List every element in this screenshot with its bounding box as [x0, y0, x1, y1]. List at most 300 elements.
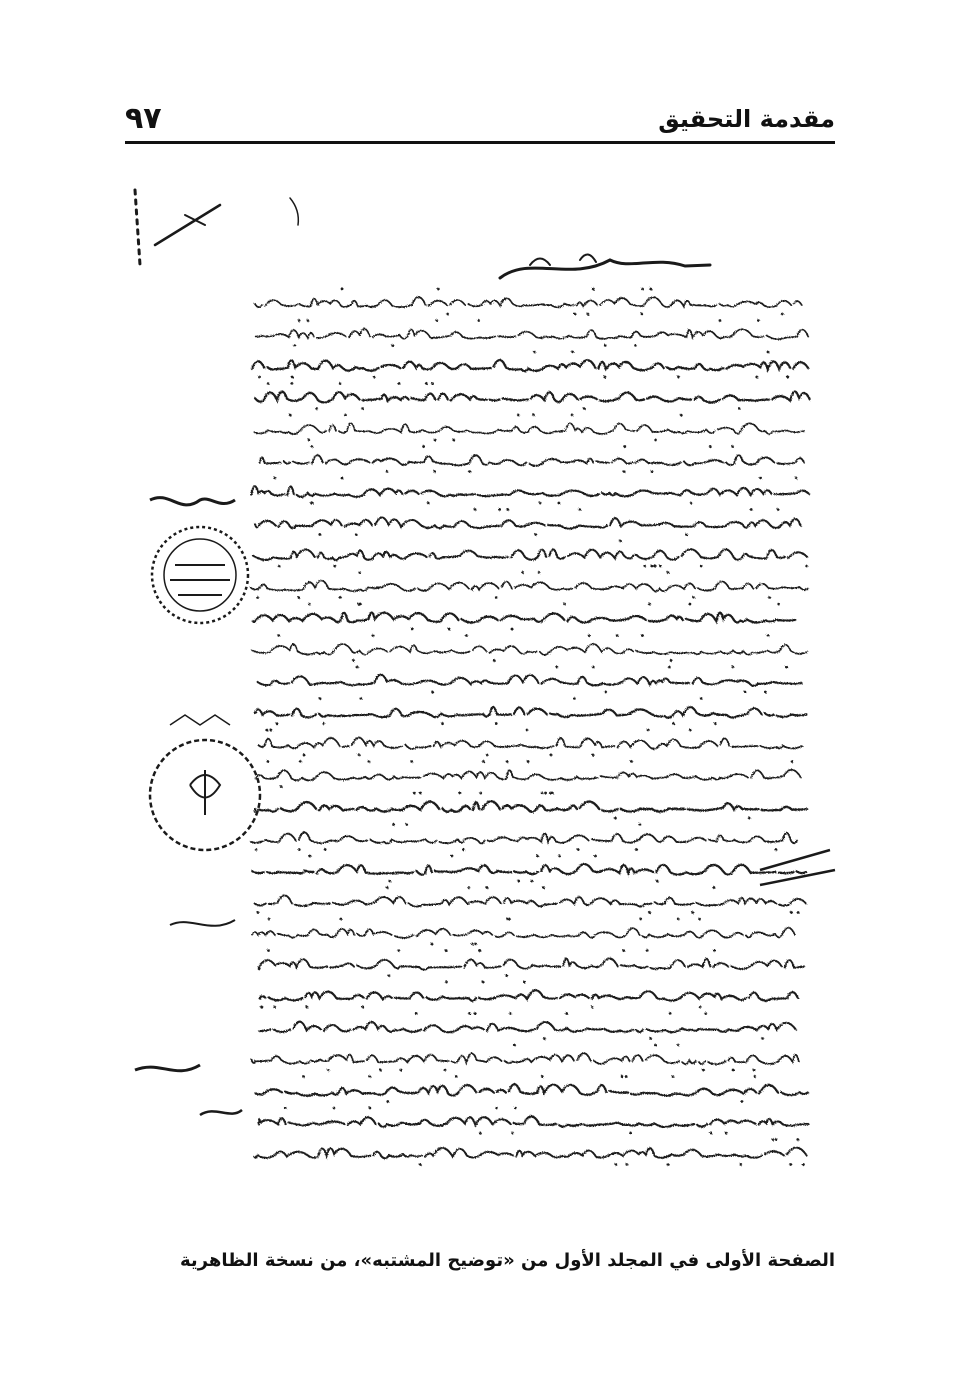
manuscript-dot: [310, 502, 313, 505]
manuscript-dot: [448, 628, 451, 631]
manuscript-dot: [318, 533, 321, 536]
manuscript-dot: [431, 943, 434, 946]
manuscript-dot: [790, 911, 793, 914]
manuscript-dot: [677, 918, 680, 921]
manuscript-dot: [358, 754, 361, 757]
manuscript-dot: [360, 697, 363, 700]
manuscript-dot: [785, 666, 788, 669]
manuscript-dot: [573, 697, 576, 700]
manuscript-dot: [578, 508, 581, 511]
manuscript-dot: [289, 414, 292, 417]
manuscript-dot: [571, 351, 574, 354]
manuscript-dot: [640, 313, 643, 316]
manuscript-dot: [699, 1006, 702, 1009]
manuscript-dot: [649, 288, 652, 291]
manuscript-dot: [713, 886, 716, 889]
manuscript-dot: [517, 880, 520, 883]
manuscript-dot: [748, 817, 751, 820]
manuscript-dot: [767, 351, 770, 354]
manuscript-dot: [651, 565, 654, 568]
manuscript-dot: [604, 344, 607, 347]
manuscript-dot: [646, 949, 649, 952]
manuscript-dot: [805, 565, 808, 568]
manuscript-dot: [511, 628, 514, 631]
manuscript-dot: [452, 439, 455, 442]
manuscript-dot: [413, 792, 416, 795]
manuscript-dot: [482, 981, 485, 984]
manuscript-dot: [303, 754, 306, 757]
manuscript-dot: [541, 792, 544, 795]
manuscript-dot: [542, 886, 545, 889]
manuscript-dot: [269, 729, 272, 732]
manuscript-dot: [626, 1163, 629, 1166]
manuscript-dot: [777, 603, 780, 606]
manuscript-dot: [702, 1069, 705, 1072]
manuscript-dot: [630, 760, 633, 763]
manuscript-line: [255, 801, 807, 812]
manuscript-dot: [577, 848, 580, 851]
manuscript-dot: [533, 351, 536, 354]
manuscript-dot: [635, 848, 638, 851]
manuscript-dot: [624, 445, 627, 448]
manuscript-dot: [388, 880, 391, 883]
manuscript-dot: [477, 319, 480, 322]
page-number: ٩٧: [125, 101, 162, 136]
manuscript-dot: [356, 666, 359, 669]
manuscript-dot: [358, 571, 361, 574]
manuscript-dot: [284, 1107, 287, 1110]
manuscript-dot: [357, 603, 360, 606]
manuscript-dot: [369, 1107, 372, 1110]
manuscript-dot: [654, 565, 657, 568]
manuscript-dot: [446, 313, 449, 316]
manuscript-line: [248, 580, 808, 591]
manuscript-dot: [710, 1132, 713, 1135]
manuscript-dot: [344, 414, 347, 417]
header-rule: [125, 141, 835, 144]
manuscript-dot: [731, 445, 734, 448]
page-header: [125, 98, 835, 134]
manuscript-dot: [386, 886, 389, 889]
manuscript-dot: [625, 1075, 628, 1078]
manuscript-dot: [551, 792, 554, 795]
manuscript-dot: [629, 1132, 632, 1135]
manuscript-dot: [583, 407, 586, 410]
manuscript-dot: [700, 565, 703, 568]
manuscript-dot: [615, 1163, 618, 1166]
manuscript-dot: [592, 666, 595, 669]
manuscript-scan: [110, 170, 850, 1180]
manuscript-line: [260, 455, 804, 466]
manuscript-dot: [786, 376, 789, 379]
manuscript-dot: [258, 376, 261, 379]
manuscript-dot: [339, 596, 342, 599]
manuscript-line: [251, 832, 798, 843]
manuscript-dot: [267, 382, 270, 385]
manuscript-dot: [398, 382, 401, 385]
manuscript-dot: [648, 603, 651, 606]
manuscript-dot: [725, 1132, 728, 1135]
manuscript-dot: [651, 470, 654, 473]
manuscript-dot: [513, 1044, 516, 1047]
manuscript-dot: [689, 729, 692, 732]
manuscript-line: [259, 1116, 808, 1127]
manuscript-dot: [324, 848, 327, 851]
manuscript-dot: [539, 502, 542, 505]
manuscript-dot: [565, 1012, 568, 1015]
manuscript-dot: [641, 634, 644, 637]
manuscript-dot: [709, 445, 712, 448]
manuscript-dot: [479, 1132, 482, 1135]
manuscript-dot: [355, 533, 358, 536]
manuscript-dot: [455, 1075, 458, 1078]
manuscript-dot: [445, 949, 448, 952]
manuscript-dot: [309, 855, 312, 858]
manuscript-dot: [267, 949, 270, 952]
manuscript-dot: [704, 1012, 707, 1015]
manuscript-dot: [619, 540, 622, 543]
manuscript-line: [255, 707, 807, 718]
manuscript-dot: [698, 918, 701, 921]
manuscript-dot: [266, 760, 269, 763]
manuscript-dot: [558, 855, 561, 858]
manuscript-dot: [667, 571, 670, 574]
manuscript-dot: [273, 1006, 276, 1009]
manuscript-dot: [667, 1163, 670, 1166]
manuscript-line: [251, 486, 809, 497]
manuscript-dot: [386, 1100, 389, 1103]
manuscript-dot: [434, 439, 437, 442]
manuscript-dot: [654, 439, 657, 442]
manuscript-dot: [634, 344, 637, 347]
manuscript-dot: [431, 382, 434, 385]
manuscript-dot: [315, 407, 318, 410]
manuscript-dot: [388, 974, 391, 977]
manuscript-dot: [523, 981, 526, 984]
manuscript-dot: [495, 1107, 498, 1110]
manuscript-dot: [669, 1012, 672, 1015]
manuscript-dot: [465, 634, 468, 637]
manuscript-dot: [647, 729, 650, 732]
manuscript-dot: [672, 722, 675, 725]
manuscript-line: [256, 958, 805, 969]
manuscript-dot: [534, 533, 537, 536]
manuscript-dot: [307, 319, 310, 322]
manuscript-dot: [592, 288, 595, 291]
manuscript-dot: [302, 1075, 305, 1078]
manuscript-dot: [368, 1075, 371, 1078]
manuscript-dot: [361, 1006, 364, 1009]
manuscript-dot: [379, 1069, 382, 1072]
manuscript-dot: [498, 508, 501, 511]
manuscript-dot: [322, 722, 325, 725]
manuscript-dot: [691, 911, 694, 914]
manuscript-dot: [592, 754, 595, 757]
manuscript-dot: [759, 477, 762, 480]
manuscript-dot: [639, 918, 642, 921]
manuscript-dot: [433, 470, 436, 473]
manuscript-dot: [277, 634, 280, 637]
manuscript-dot: [514, 1107, 517, 1110]
manuscript-dot: [587, 313, 590, 316]
manuscript-dot: [397, 949, 400, 952]
manuscript-dot: [543, 1037, 546, 1040]
manuscript-dot: [789, 1163, 792, 1166]
manuscript-dot: [670, 659, 673, 662]
manuscript-dot: [391, 344, 394, 347]
manuscript-dot: [761, 1037, 764, 1040]
manuscript-dot: [339, 382, 342, 385]
manuscript-dot: [427, 502, 430, 505]
manuscript-dot: [333, 565, 336, 568]
manuscript-dot: [368, 760, 371, 763]
manuscript-dot: [431, 691, 434, 694]
manuscript-dot: [781, 313, 784, 316]
manuscript-dot: [260, 1006, 263, 1009]
manuscript-dot: [275, 722, 278, 725]
manuscript-dot: [274, 477, 277, 480]
manuscript-dot: [767, 634, 770, 637]
manuscript-dot: [508, 918, 511, 921]
manuscript-dot: [750, 508, 753, 511]
manuscript-dot: [468, 1012, 471, 1015]
manuscript-dot: [327, 1069, 330, 1072]
manuscript-dot: [591, 1006, 594, 1009]
manuscript-dot: [656, 880, 659, 883]
manuscript-dot: [641, 288, 644, 291]
manuscript-dot: [772, 1138, 775, 1141]
manuscript-dot: [700, 697, 703, 700]
manuscript-dot: [319, 697, 322, 700]
manuscript-dot: [511, 1132, 514, 1135]
manuscript-line: [252, 644, 807, 655]
manuscript-line: [252, 1053, 799, 1064]
manuscript-line: [252, 770, 801, 781]
manuscript-dot: [757, 319, 760, 322]
manuscript-dot: [478, 949, 481, 952]
manuscript-dot: [437, 288, 440, 291]
manuscript-dot: [422, 445, 425, 448]
manuscript-dot: [755, 376, 758, 379]
manuscript-dot: [506, 760, 509, 763]
manuscript-dot: [753, 1069, 756, 1072]
manuscript-line: [255, 517, 801, 528]
manuscript-dot: [255, 848, 258, 851]
manuscript-dot: [509, 1012, 512, 1015]
manuscript-dot: [538, 571, 541, 574]
manuscript-dot: [530, 880, 533, 883]
manuscript-dot: [649, 1037, 652, 1040]
manuscript-dot: [486, 754, 489, 757]
manuscript-dot: [659, 565, 662, 568]
manuscript-dot: [526, 729, 529, 732]
manuscript-line: [252, 864, 806, 875]
manuscript-dot: [392, 823, 395, 826]
manuscript-dot: [400, 1069, 403, 1072]
manuscript-dot: [532, 414, 535, 417]
manuscript-dot: [305, 1006, 308, 1009]
manuscript-dot: [467, 886, 470, 889]
manuscript-dot: [639, 823, 642, 826]
manuscript-dot: [741, 1100, 744, 1103]
manuscript-dot: [744, 691, 747, 694]
manuscript-dot: [410, 760, 413, 763]
manuscript-dot: [444, 1069, 447, 1072]
manuscript-dot: [719, 319, 722, 322]
manuscript-dot: [474, 943, 477, 946]
manuscript-dot: [558, 502, 561, 505]
manuscript-dot: [386, 470, 389, 473]
manuscript-line: [253, 1084, 808, 1095]
manuscript-dot: [536, 855, 539, 858]
manuscript-dot: [796, 1138, 799, 1141]
manuscript-dot: [266, 729, 269, 732]
manuscript-dot: [415, 1012, 418, 1015]
manuscript-line: [255, 895, 806, 906]
manuscript-dot: [621, 1075, 624, 1078]
manuscript-dot: [521, 571, 524, 574]
manuscript-line: [258, 675, 802, 686]
manuscript-dot: [563, 603, 566, 606]
manuscript-dot: [616, 634, 619, 637]
manuscript-dot: [517, 414, 520, 417]
manuscript-dot: [556, 666, 559, 669]
manuscript-line: [259, 1022, 795, 1033]
manuscript-dot: [474, 508, 477, 511]
manuscript-dot: [297, 596, 300, 599]
manuscript-dot: [654, 1044, 657, 1047]
manuscript-dot: [614, 817, 617, 820]
running-title: مقدمة التحقيق: [658, 105, 835, 133]
manuscript-dot: [690, 502, 693, 505]
manuscript-dot: [795, 477, 798, 480]
manuscript-dot: [802, 1163, 805, 1166]
manuscript-dot: [257, 911, 260, 914]
manuscript-dot: [731, 666, 734, 669]
manuscript-dot: [291, 376, 294, 379]
manuscript-dot: [310, 445, 313, 448]
manuscript-dot: [474, 1012, 477, 1015]
manuscript-dot: [643, 565, 646, 568]
manuscript-dot: [268, 918, 271, 921]
manuscript-dot: [685, 533, 688, 536]
manuscript-dot: [588, 634, 591, 637]
manuscript-dot: [307, 439, 310, 442]
manuscript-dot: [293, 344, 296, 347]
manuscript-line: [255, 738, 802, 749]
manuscript-dot: [333, 1107, 336, 1110]
manuscript-dot: [791, 760, 794, 763]
manuscript-dot: [505, 974, 508, 977]
manuscript-dot: [544, 792, 547, 795]
manuscript-dot: [777, 508, 780, 511]
manuscript-dot: [495, 722, 498, 725]
manuscript-dot: [298, 848, 301, 851]
manuscript-line: [255, 1148, 807, 1159]
manuscript-dot: [550, 754, 553, 757]
manuscript-dot: [493, 659, 496, 662]
manuscript-dot: [571, 414, 574, 417]
manuscript-dot: [451, 855, 454, 858]
manuscript-handwriting: [248, 288, 810, 1166]
manuscript-dot: [594, 855, 597, 858]
manuscript-dot: [714, 722, 717, 725]
manuscript-dot: [425, 382, 428, 385]
manuscript-dot: [622, 949, 625, 952]
manuscript-line: [256, 329, 808, 339]
manuscript-dot: [680, 414, 683, 417]
manuscript-dot: [299, 760, 302, 763]
manuscript-line: [255, 392, 810, 403]
manuscript-dot: [361, 407, 364, 410]
manuscript-line: [249, 360, 808, 371]
manuscript-dot: [677, 1044, 680, 1047]
manuscript-dot: [372, 634, 375, 637]
manuscript-line: [253, 549, 807, 560]
manuscript-dot: [604, 691, 607, 694]
manuscript-dot: [298, 319, 301, 322]
manuscript-dot: [668, 666, 671, 669]
manuscript-dot: [623, 470, 626, 473]
manuscript-dot: [672, 1075, 675, 1078]
manuscript-dot: [445, 981, 448, 984]
manuscript-dot: [764, 691, 767, 694]
manuscript-dot: [441, 722, 444, 725]
manuscript-dot: [419, 792, 422, 795]
manuscript-dot: [689, 603, 692, 606]
manuscript-dot: [341, 288, 344, 291]
manuscript-dot: [648, 911, 651, 914]
manuscript-dot: [435, 319, 438, 322]
manuscript-dot: [774, 848, 777, 851]
manuscript-dot: [280, 785, 283, 788]
manuscript-dot: [405, 823, 408, 826]
manuscript-dot: [739, 1163, 742, 1166]
manuscript-dot: [277, 565, 280, 568]
manuscript-dot: [471, 943, 474, 946]
manuscript-dot: [677, 376, 680, 379]
manuscript-line: [260, 990, 798, 1001]
manuscript-dot: [506, 508, 509, 511]
manuscript-dot: [458, 792, 461, 795]
manuscript-dot: [775, 1138, 778, 1141]
manuscript-dot: [468, 470, 471, 473]
manuscript-dot: [419, 1163, 422, 1166]
manuscript-dot: [495, 596, 498, 599]
manuscript-dot: [482, 760, 485, 763]
manuscript-dot: [341, 477, 344, 480]
manuscript-line: [253, 612, 795, 622]
manuscript-dot: [527, 760, 530, 763]
manuscript-line: [254, 423, 804, 434]
manuscript-dot: [713, 949, 716, 952]
manuscript-dot: [411, 628, 414, 631]
manuscript-line: [255, 297, 802, 307]
manuscript-dot: [291, 382, 294, 385]
manuscript-dot: [486, 886, 489, 889]
manuscript-dot: [732, 1069, 735, 1072]
manuscript-dot: [738, 407, 741, 410]
manuscript-dot: [692, 596, 695, 599]
manuscript-dot: [462, 848, 465, 851]
manuscript-dot: [574, 313, 577, 316]
manuscript-dot: [479, 792, 482, 795]
manuscript-dot: [256, 596, 259, 599]
manuscript-image: [110, 170, 850, 1180]
manuscript-dot: [753, 1075, 756, 1078]
manuscript-dot: [352, 659, 355, 662]
manuscript-dot: [768, 596, 771, 599]
